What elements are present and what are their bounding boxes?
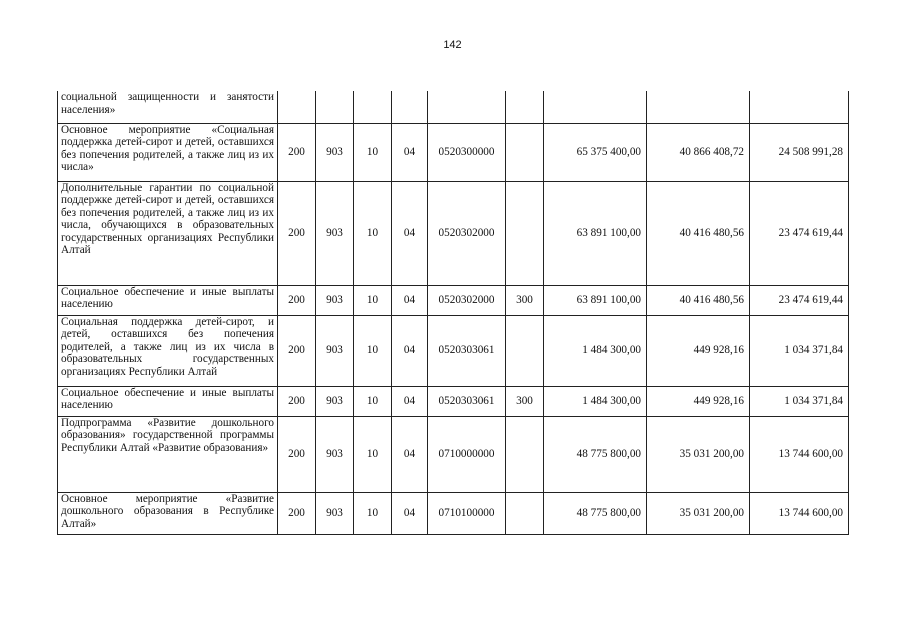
amount-executed: 40 866 408,72 xyxy=(647,123,750,181)
amount-executed: 35 031 200,00 xyxy=(647,416,750,492)
amount-remaining: 23 474 619,44 xyxy=(750,285,849,315)
code-section: 10 xyxy=(354,315,392,386)
table-row xyxy=(58,416,849,492)
code-subsection xyxy=(392,91,428,123)
code-section: 10 xyxy=(354,123,392,181)
amount-remaining: 13 744 600,00 xyxy=(750,416,849,492)
code-section: 10 xyxy=(354,386,392,416)
code-target-article: 0710000000 xyxy=(428,416,506,492)
table-row xyxy=(58,123,849,181)
amount-planned: 63 891 100,00 xyxy=(544,181,647,285)
code-a: 200 xyxy=(278,386,316,416)
row-description: Основное мероприятие «Развитие дошкольного образования в Республике Алтай» xyxy=(58,492,278,534)
amount-remaining: 24 508 991,28 xyxy=(750,123,849,181)
code-expense-type xyxy=(506,91,544,123)
amount-executed: 449 928,16 xyxy=(647,315,750,386)
code-ministry: 903 xyxy=(316,416,354,492)
budget-table xyxy=(57,91,849,535)
table-row xyxy=(58,492,849,534)
code-ministry: 903 xyxy=(316,386,354,416)
code-section: 10 xyxy=(354,492,392,534)
amount-executed: 449 928,16 xyxy=(647,386,750,416)
code-subsection: 04 xyxy=(392,285,428,315)
table-row xyxy=(58,285,849,315)
code-a: 200 xyxy=(278,416,316,492)
code-target-article: 0520300000 xyxy=(428,123,506,181)
amount-planned: 65 375 400,00 xyxy=(544,123,647,181)
table-row xyxy=(58,315,849,386)
amount-planned: 1 484 300,00 xyxy=(544,315,647,386)
code-subsection: 04 xyxy=(392,416,428,492)
amount-remaining: 1 034 371,84 xyxy=(750,315,849,386)
code-ministry: 903 xyxy=(316,315,354,386)
code-a: 200 xyxy=(278,285,316,315)
code-section: 10 xyxy=(354,416,392,492)
code-ministry: 903 xyxy=(316,285,354,315)
amount-remaining: 1 034 371,84 xyxy=(750,386,849,416)
code-a xyxy=(278,91,316,123)
code-target-article: 0520303061 xyxy=(428,386,506,416)
row-description: Подпрограмма «Развитие дошкольного образования» государственной программы Республики Алтай «Развитие образования» xyxy=(58,416,278,492)
code-ministry xyxy=(316,91,354,123)
code-section: 10 xyxy=(354,285,392,315)
code-expense-type xyxy=(506,123,544,181)
code-subsection: 04 xyxy=(392,315,428,386)
amount-remaining: 13 744 600,00 xyxy=(750,492,849,534)
code-target-article: 0710100000 xyxy=(428,492,506,534)
code-a: 200 xyxy=(278,181,316,285)
code-subsection: 04 xyxy=(392,492,428,534)
code-a: 200 xyxy=(278,492,316,534)
code-expense-type xyxy=(506,181,544,285)
code-a: 200 xyxy=(278,315,316,386)
amount-planned: 48 775 800,00 xyxy=(544,416,647,492)
amount-remaining xyxy=(750,91,849,123)
code-expense-type xyxy=(506,315,544,386)
code-a: 200 xyxy=(278,123,316,181)
code-subsection: 04 xyxy=(392,181,428,285)
code-section xyxy=(354,91,392,123)
row-description: Социальное обеспечение и иные выплаты населению xyxy=(58,386,278,416)
code-ministry: 903 xyxy=(316,492,354,534)
table-row xyxy=(58,181,849,285)
amount-executed: 40 416 480,56 xyxy=(647,285,750,315)
amount-executed: 40 416 480,56 xyxy=(647,181,750,285)
table-row xyxy=(58,386,849,416)
code-subsection: 04 xyxy=(392,386,428,416)
amount-remaining: 23 474 619,44 xyxy=(750,181,849,285)
page-number: 142 xyxy=(443,39,462,51)
code-target-article: 0520303061 xyxy=(428,315,506,386)
code-expense-type: 300 xyxy=(506,285,544,315)
amount-planned: 1 484 300,00 xyxy=(544,386,647,416)
amount-planned: 63 891 100,00 xyxy=(544,285,647,315)
code-target-article: 0520302000 xyxy=(428,285,506,315)
row-description: социальной защищенности и занятости населения» xyxy=(58,91,278,123)
code-ministry: 903 xyxy=(316,123,354,181)
code-section: 10 xyxy=(354,181,392,285)
code-target-article: 0520302000 xyxy=(428,181,506,285)
amount-planned xyxy=(544,91,647,123)
amount-executed xyxy=(647,91,750,123)
row-description: Социальное обеспечение и иные выплаты населению xyxy=(58,285,278,315)
code-ministry: 903 xyxy=(316,181,354,285)
row-description: Дополнительные гарантии по социальной поддержке детей-сирот и детей, оставшихся без попечения родителей, а также лиц из их числа, обучающихся в образовательных государственных организациях Республики Алтай xyxy=(58,181,278,285)
row-description: Социальная поддержка детей-сирот, и детей, оставшихся без попечения родителей, а также лиц из их числа в образовательных государственных организациях Республики Алтай xyxy=(58,315,278,386)
code-expense-type xyxy=(506,492,544,534)
amount-planned: 48 775 800,00 xyxy=(544,492,647,534)
table-row xyxy=(58,91,849,123)
table-body xyxy=(58,91,849,534)
row-description: Основное мероприятие «Социальная поддержка детей-сирот и детей, оставшихся без попечения родителей, а также лиц из их числа» xyxy=(58,123,278,181)
code-target-article xyxy=(428,91,506,123)
amount-executed: 35 031 200,00 xyxy=(647,492,750,534)
code-expense-type: 300 xyxy=(506,386,544,416)
code-subsection: 04 xyxy=(392,123,428,181)
code-expense-type xyxy=(506,416,544,492)
